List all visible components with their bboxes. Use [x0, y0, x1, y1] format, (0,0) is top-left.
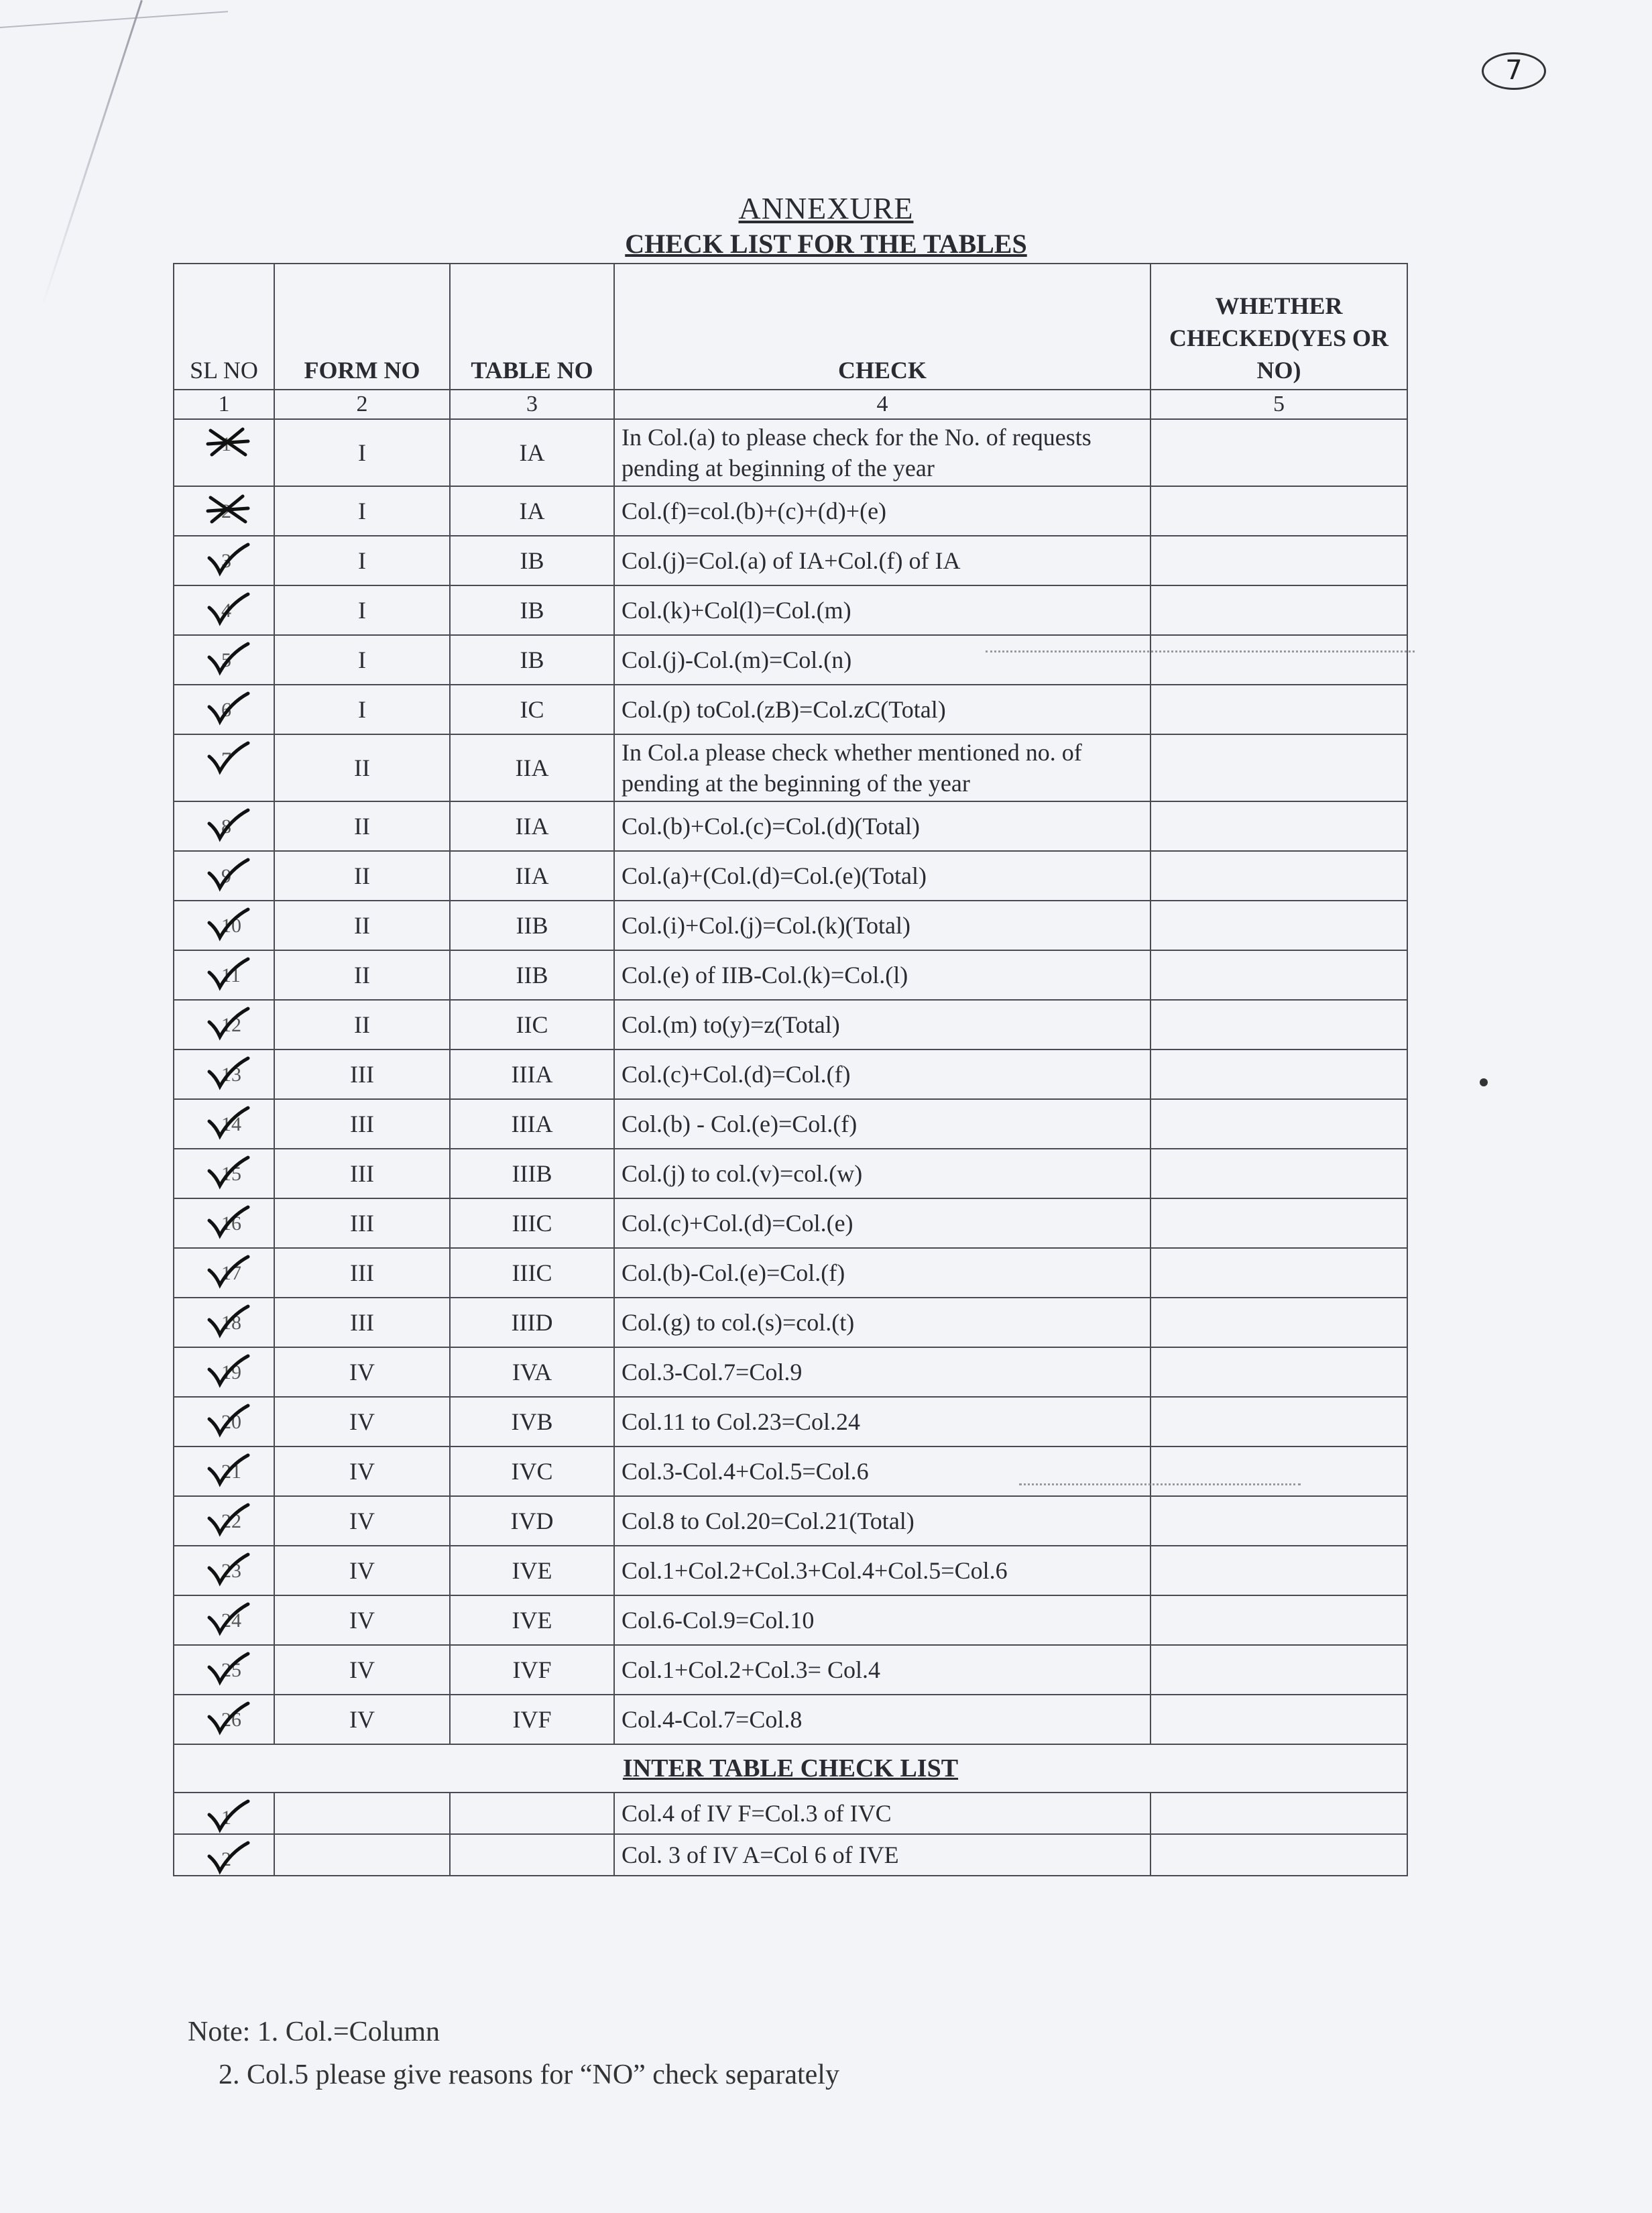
handwritten-tick-mark: [206, 1451, 249, 1489]
document-title: ANNEXURE: [738, 191, 914, 225]
table-row: [174, 419, 1407, 486]
whether-checked-cell: [1150, 1546, 1407, 1595]
handwritten-tick-mark: [206, 1600, 249, 1638]
table-no-cell: IIIA: [450, 1049, 614, 1099]
form-no-cell: III: [274, 1298, 450, 1347]
table-no-cell: IVC: [450, 1446, 614, 1496]
sl-no-cell: [174, 486, 274, 536]
table-no-cell: IVE: [450, 1546, 614, 1595]
table-row: [174, 1298, 1407, 1347]
form-no-cell: IV: [274, 1397, 450, 1446]
check-cell: Col.3-Col.4+Col.5=Col.6: [614, 1446, 1150, 1496]
form-no-cell: III: [274, 1149, 450, 1198]
check-cell: Col.(g) to col.(s)=col.(t): [614, 1298, 1150, 1347]
handwritten-tick-mark: [206, 1054, 249, 1092]
sl-no-cell: [174, 1834, 274, 1876]
check-cell: Col.(k)+Col(l)=Col.(m): [614, 585, 1150, 635]
handwritten-tick-mark: [206, 856, 249, 893]
column-number: 5: [1150, 390, 1407, 419]
sl-no: 6: [221, 699, 231, 721]
handwritten-tick-mark: [206, 905, 249, 943]
check-cell: Col.1+Col.2+Col.3= Col.4: [614, 1645, 1150, 1695]
whether-checked-cell: [1150, 1049, 1407, 1099]
table-row: [174, 486, 1407, 536]
whether-checked-cell: [1150, 1834, 1407, 1876]
sl-no-cell: [174, 1347, 274, 1397]
whether-checked-cell: [1150, 1397, 1407, 1446]
sl-no: 11: [221, 964, 241, 986]
form-no-cell: IV: [274, 1446, 450, 1496]
form-no-cell: III: [274, 1049, 450, 1099]
sl-no-cell: [174, 585, 274, 635]
sl-no-cell: [174, 1198, 274, 1248]
sl-no-cell: [174, 419, 274, 486]
form-no-cell: II: [274, 851, 450, 901]
check-cell: Col.(a)+(Col.(d)=Col.(e)(Total): [614, 851, 1150, 901]
whether-checked-cell: [1150, 1496, 1407, 1546]
sl-no-cell: [174, 1049, 274, 1099]
page-number: 7: [1482, 52, 1546, 90]
header-check: CHECK: [614, 264, 1150, 390]
handwritten-tick-mark: [206, 541, 249, 578]
table-row: [174, 950, 1407, 1000]
handwritten-tick-mark: [206, 1797, 249, 1835]
whether-checked-cell: [1150, 1695, 1407, 1744]
scan-speck: [1480, 1078, 1488, 1086]
sl-no: 22: [221, 1510, 241, 1532]
table-no-cell: IIB: [450, 901, 614, 950]
table-no-cell: IIIB: [450, 1149, 614, 1198]
header-sl-no: SL NO: [174, 264, 274, 390]
sl-no: 23: [221, 1560, 241, 1582]
whether-checked-cell: [1150, 585, 1407, 635]
handwritten-tick-mark: [206, 1302, 249, 1340]
header-table-no: TABLE NO: [450, 264, 614, 390]
table-no-cell: IC: [450, 685, 614, 734]
whether-checked-cell: [1150, 901, 1407, 950]
sl-no-cell: [174, 536, 274, 585]
whether-checked-cell: [1150, 685, 1407, 734]
inter-table-row: [174, 1834, 1407, 1876]
table-no-cell: IIID: [450, 1298, 614, 1347]
table-no-cell: IVB: [450, 1397, 614, 1446]
handwritten-tick-mark: [206, 1550, 249, 1588]
table-no-cell: IIC: [450, 1000, 614, 1049]
sl-no: 24: [221, 1609, 241, 1632]
table-no-cell: IVA: [450, 1347, 614, 1397]
sl-no-cell: [174, 1546, 274, 1595]
form-no-cell: I: [274, 536, 450, 585]
note: [188, 2010, 839, 2096]
table-row: [174, 1347, 1407, 1397]
column-number-row: [174, 390, 1407, 419]
table-no-cell: IB: [450, 635, 614, 685]
sl-no-cell: [174, 851, 274, 901]
sl-no-cell: [174, 734, 274, 801]
note-line-2: 2. Col.5 please give reasons for “NO” check separately: [219, 2059, 839, 2090]
sl-no: 14: [221, 1113, 241, 1135]
table-no-cell: IIIC: [450, 1248, 614, 1298]
table-row: [174, 1000, 1407, 1049]
table-row: [174, 1397, 1407, 1446]
check-cell: Col.(i)+Col.(j)=Col.(k)(Total): [614, 901, 1150, 950]
table-row: [174, 801, 1407, 851]
checklist-table: [173, 263, 1408, 1876]
whether-checked-cell: [1150, 1248, 1407, 1298]
form-no-cell: IV: [274, 1546, 450, 1595]
form-no-cell: III: [274, 1248, 450, 1298]
sl-no: 10: [221, 915, 241, 937]
handwritten-tick-mark: [206, 1203, 249, 1241]
sl-no-cell: [174, 1645, 274, 1695]
table-no-cell: IA: [450, 419, 614, 486]
sl-no: 25: [221, 1659, 241, 1681]
check-cell: Col.(b) - Col.(e)=Col.(f): [614, 1099, 1150, 1149]
whether-checked-cell: [1150, 1099, 1407, 1149]
sl-no: 2: [221, 1848, 231, 1870]
check-cell: Col.(m) to(y)=z(Total): [614, 1000, 1150, 1049]
table-no-cell: IB: [450, 585, 614, 635]
check-cell: Col.4 of IV F=Col.3 of IVC: [614, 1793, 1150, 1834]
table-row: [174, 635, 1407, 685]
table-no-cell: IIIC: [450, 1198, 614, 1248]
table-row: [174, 1496, 1407, 1546]
table-row: [174, 1149, 1407, 1198]
handwritten-tick-mark: [206, 1153, 249, 1191]
sl-no-cell: [174, 1793, 274, 1834]
check-cell: Col.(c)+Col.(d)=Col.(f): [614, 1049, 1150, 1099]
note-line-1: Note: 1. Col.=Column: [188, 2017, 440, 2047]
sl-no: 2: [221, 500, 231, 522]
check-cell: Col.(c)+Col.(d)=Col.(e): [614, 1198, 1150, 1248]
form-no-cell: IV: [274, 1695, 450, 1744]
form-no-cell: I: [274, 635, 450, 685]
form-no-cell: II: [274, 901, 450, 950]
whether-checked-cell: [1150, 419, 1407, 486]
whether-checked-cell: [1150, 1149, 1407, 1198]
column-number: 4: [614, 390, 1150, 419]
handwritten-tick-mark: [206, 689, 249, 727]
sl-no-cell: [174, 801, 274, 851]
form-no-cell: [274, 1793, 450, 1834]
table-row: [174, 1446, 1407, 1496]
sl-no-cell: [174, 1248, 274, 1298]
header-whether-checked: WHETHER CHECKED(YES OR NO): [1150, 264, 1407, 390]
sl-no-cell: [174, 901, 274, 950]
check-cell: Col.(e) of IIB-Col.(k)=Col.(l): [614, 950, 1150, 1000]
table-row: [174, 685, 1407, 734]
check-cell: Col.1+Col.2+Col.3+Col.4+Col.5=Col.6: [614, 1546, 1150, 1595]
form-no-cell: I: [274, 685, 450, 734]
sl-no-cell: [174, 635, 274, 685]
form-no-cell: II: [274, 950, 450, 1000]
form-no-cell: I: [274, 486, 450, 536]
table-row: [174, 585, 1407, 635]
check-cell: Col.11 to Col.23=Col.24: [614, 1397, 1150, 1446]
handwritten-tick-mark: [206, 806, 249, 844]
sl-no: 13: [221, 1064, 241, 1086]
whether-checked-cell: [1150, 1595, 1407, 1645]
table-no-cell: IVE: [450, 1595, 614, 1645]
whether-checked-cell: [1150, 1793, 1407, 1834]
check-cell: Col.(p) toCol.(zB)=Col.zC(Total): [614, 685, 1150, 734]
check-cell: Col.(j)-Col.(m)=Col.(n): [614, 635, 1150, 685]
table-row: [174, 851, 1407, 901]
sl-no: 7: [221, 748, 231, 771]
check-cell: In Col.(a) to please check for the No. of requests pending at beginning of the year: [614, 419, 1150, 486]
check-cell: In Col.a please check whether mentioned no. of pending at the beginning of the year: [614, 734, 1150, 801]
form-no-cell: II: [274, 1000, 450, 1049]
table-row: [174, 734, 1407, 801]
whether-checked-cell: [1150, 1000, 1407, 1049]
sl-no-cell: [174, 685, 274, 734]
form-no-cell: IV: [274, 1645, 450, 1695]
check-cell: Col.(b)-Col.(e)=Col.(f): [614, 1248, 1150, 1298]
table-row: [174, 1695, 1407, 1744]
whether-checked-cell: [1150, 950, 1407, 1000]
sl-no-cell: [174, 1397, 274, 1446]
table-no-cell: [450, 1793, 614, 1834]
form-no-cell: I: [274, 585, 450, 635]
table-row: [174, 1546, 1407, 1595]
sl-no: 5: [221, 649, 231, 671]
form-no-cell: I: [274, 419, 450, 486]
handwritten-tick-mark: [206, 640, 249, 677]
form-no-cell: [274, 1834, 450, 1876]
scan-dotted-line: [1019, 1483, 1301, 1485]
form-no-cell: II: [274, 801, 450, 851]
sl-no-cell: [174, 1695, 274, 1744]
page-corner-crease: [0, 0, 228, 28]
table-row: [174, 1645, 1407, 1695]
table-row: [174, 1049, 1407, 1099]
sl-no-cell: [174, 1298, 274, 1347]
table-row: [174, 1198, 1407, 1248]
sl-no: 18: [221, 1312, 241, 1334]
sl-no: 19: [221, 1361, 241, 1383]
whether-checked-cell: [1150, 1645, 1407, 1695]
column-number: 3: [450, 390, 614, 419]
table-no-cell: IIIA: [450, 1099, 614, 1149]
handwritten-cross-mark: [206, 491, 249, 528]
sl-no: 20: [221, 1411, 241, 1433]
sl-no-cell: [174, 1000, 274, 1049]
table-no-cell: IVD: [450, 1496, 614, 1546]
form-no-cell: II: [274, 734, 450, 801]
form-no-cell: IV: [274, 1595, 450, 1645]
whether-checked-cell: [1150, 801, 1407, 851]
table-no-cell: IIB: [450, 950, 614, 1000]
whether-checked-cell: [1150, 1198, 1407, 1248]
handwritten-tick-mark: [206, 590, 249, 628]
form-no-cell: III: [274, 1198, 450, 1248]
form-no-cell: IV: [274, 1496, 450, 1546]
handwritten-tick-mark: [206, 739, 249, 777]
sl-no: 1: [221, 433, 231, 455]
handwritten-tick-mark: [206, 1352, 249, 1389]
whether-checked-cell: [1150, 851, 1407, 901]
table-row: [174, 1248, 1407, 1298]
sl-no: 12: [221, 1014, 241, 1036]
check-cell: Col.(f)=col.(b)+(c)+(d)+(e): [614, 486, 1150, 536]
handwritten-tick-mark: [206, 1402, 249, 1439]
sl-no: 21: [221, 1461, 241, 1483]
whether-checked-cell: [1150, 1446, 1407, 1496]
checklist-body: [174, 419, 1407, 1744]
sl-no-cell: [174, 1595, 274, 1645]
handwritten-tick-mark: [206, 1650, 249, 1687]
scan-dotted-line: [986, 650, 1415, 652]
table-no-cell: IVF: [450, 1645, 614, 1695]
sl-no-cell: [174, 1149, 274, 1198]
sl-no: 1: [221, 1807, 231, 1829]
table-no-cell: IIA: [450, 734, 614, 801]
sl-no: 8: [221, 815, 231, 838]
sl-no: 3: [221, 550, 231, 572]
inter-table-body: [174, 1744, 1407, 1876]
whether-checked-cell: [1150, 1347, 1407, 1397]
table-no-cell: [450, 1834, 614, 1876]
check-cell: Col.8 to Col.20=Col.21(Total): [614, 1496, 1150, 1546]
handwritten-tick-mark: [206, 1005, 249, 1042]
table-row: [174, 901, 1407, 950]
table-row: [174, 1099, 1407, 1149]
document-subtitle: CHECK LIST FOR THE TABLES: [625, 229, 1027, 259]
form-no-cell: III: [274, 1099, 450, 1149]
handwritten-cross-mark: [206, 424, 249, 461]
sl-no: 16: [221, 1212, 241, 1235]
handwritten-tick-mark: [206, 1253, 249, 1290]
inter-table-row: [174, 1793, 1407, 1834]
handwritten-tick-mark: [206, 1699, 249, 1737]
table-no-cell: IB: [450, 536, 614, 585]
check-cell: Col.6-Col.9=Col.10: [614, 1595, 1150, 1645]
check-cell: Col. 3 of IV A=Col 6 of IVE: [614, 1834, 1150, 1876]
handwritten-tick-mark: [206, 1839, 249, 1876]
sl-no: 17: [221, 1262, 241, 1284]
handwritten-tick-mark: [206, 955, 249, 992]
sl-no: 15: [221, 1163, 241, 1185]
table-no-cell: IIA: [450, 851, 614, 901]
table-no-cell: IA: [450, 486, 614, 536]
handwritten-tick-mark: [206, 1501, 249, 1538]
check-cell: Col.(j) to col.(v)=col.(w): [614, 1149, 1150, 1198]
whether-checked-cell: [1150, 536, 1407, 585]
check-cell: Col.(b)+Col.(c)=Col.(d)(Total): [614, 801, 1150, 851]
whether-checked-cell: [1150, 635, 1407, 685]
whether-checked-cell: [1150, 734, 1407, 801]
sl-no-cell: [174, 1496, 274, 1546]
whether-checked-cell: [1150, 486, 1407, 536]
table-no-cell: IVF: [450, 1695, 614, 1744]
sl-no-cell: [174, 950, 274, 1000]
sl-no: 4: [221, 600, 231, 622]
table-no-cell: IIA: [450, 801, 614, 851]
check-cell: Col.3-Col.7=Col.9: [614, 1347, 1150, 1397]
table-row: [174, 536, 1407, 585]
handwritten-tick-mark: [206, 1104, 249, 1141]
sl-no-cell: [174, 1099, 274, 1149]
table-row: [174, 1595, 1407, 1645]
sl-no: 9: [221, 865, 231, 887]
form-no-cell: IV: [274, 1347, 450, 1397]
inter-table-heading: INTER TABLE CHECK LIST: [174, 1744, 1407, 1793]
fold-line: [42, 0, 143, 306]
sl-no-cell: [174, 1446, 274, 1496]
check-cell: Col.4-Col.7=Col.8: [614, 1695, 1150, 1744]
header-form-no: FORM NO: [274, 264, 450, 390]
column-number: 2: [274, 390, 450, 419]
column-number: 1: [174, 390, 274, 419]
sl-no: 26: [221, 1709, 241, 1731]
whether-checked-cell: [1150, 1298, 1407, 1347]
check-cell: Col.(j)=Col.(a) of IA+Col.(f) of IA: [614, 536, 1150, 585]
